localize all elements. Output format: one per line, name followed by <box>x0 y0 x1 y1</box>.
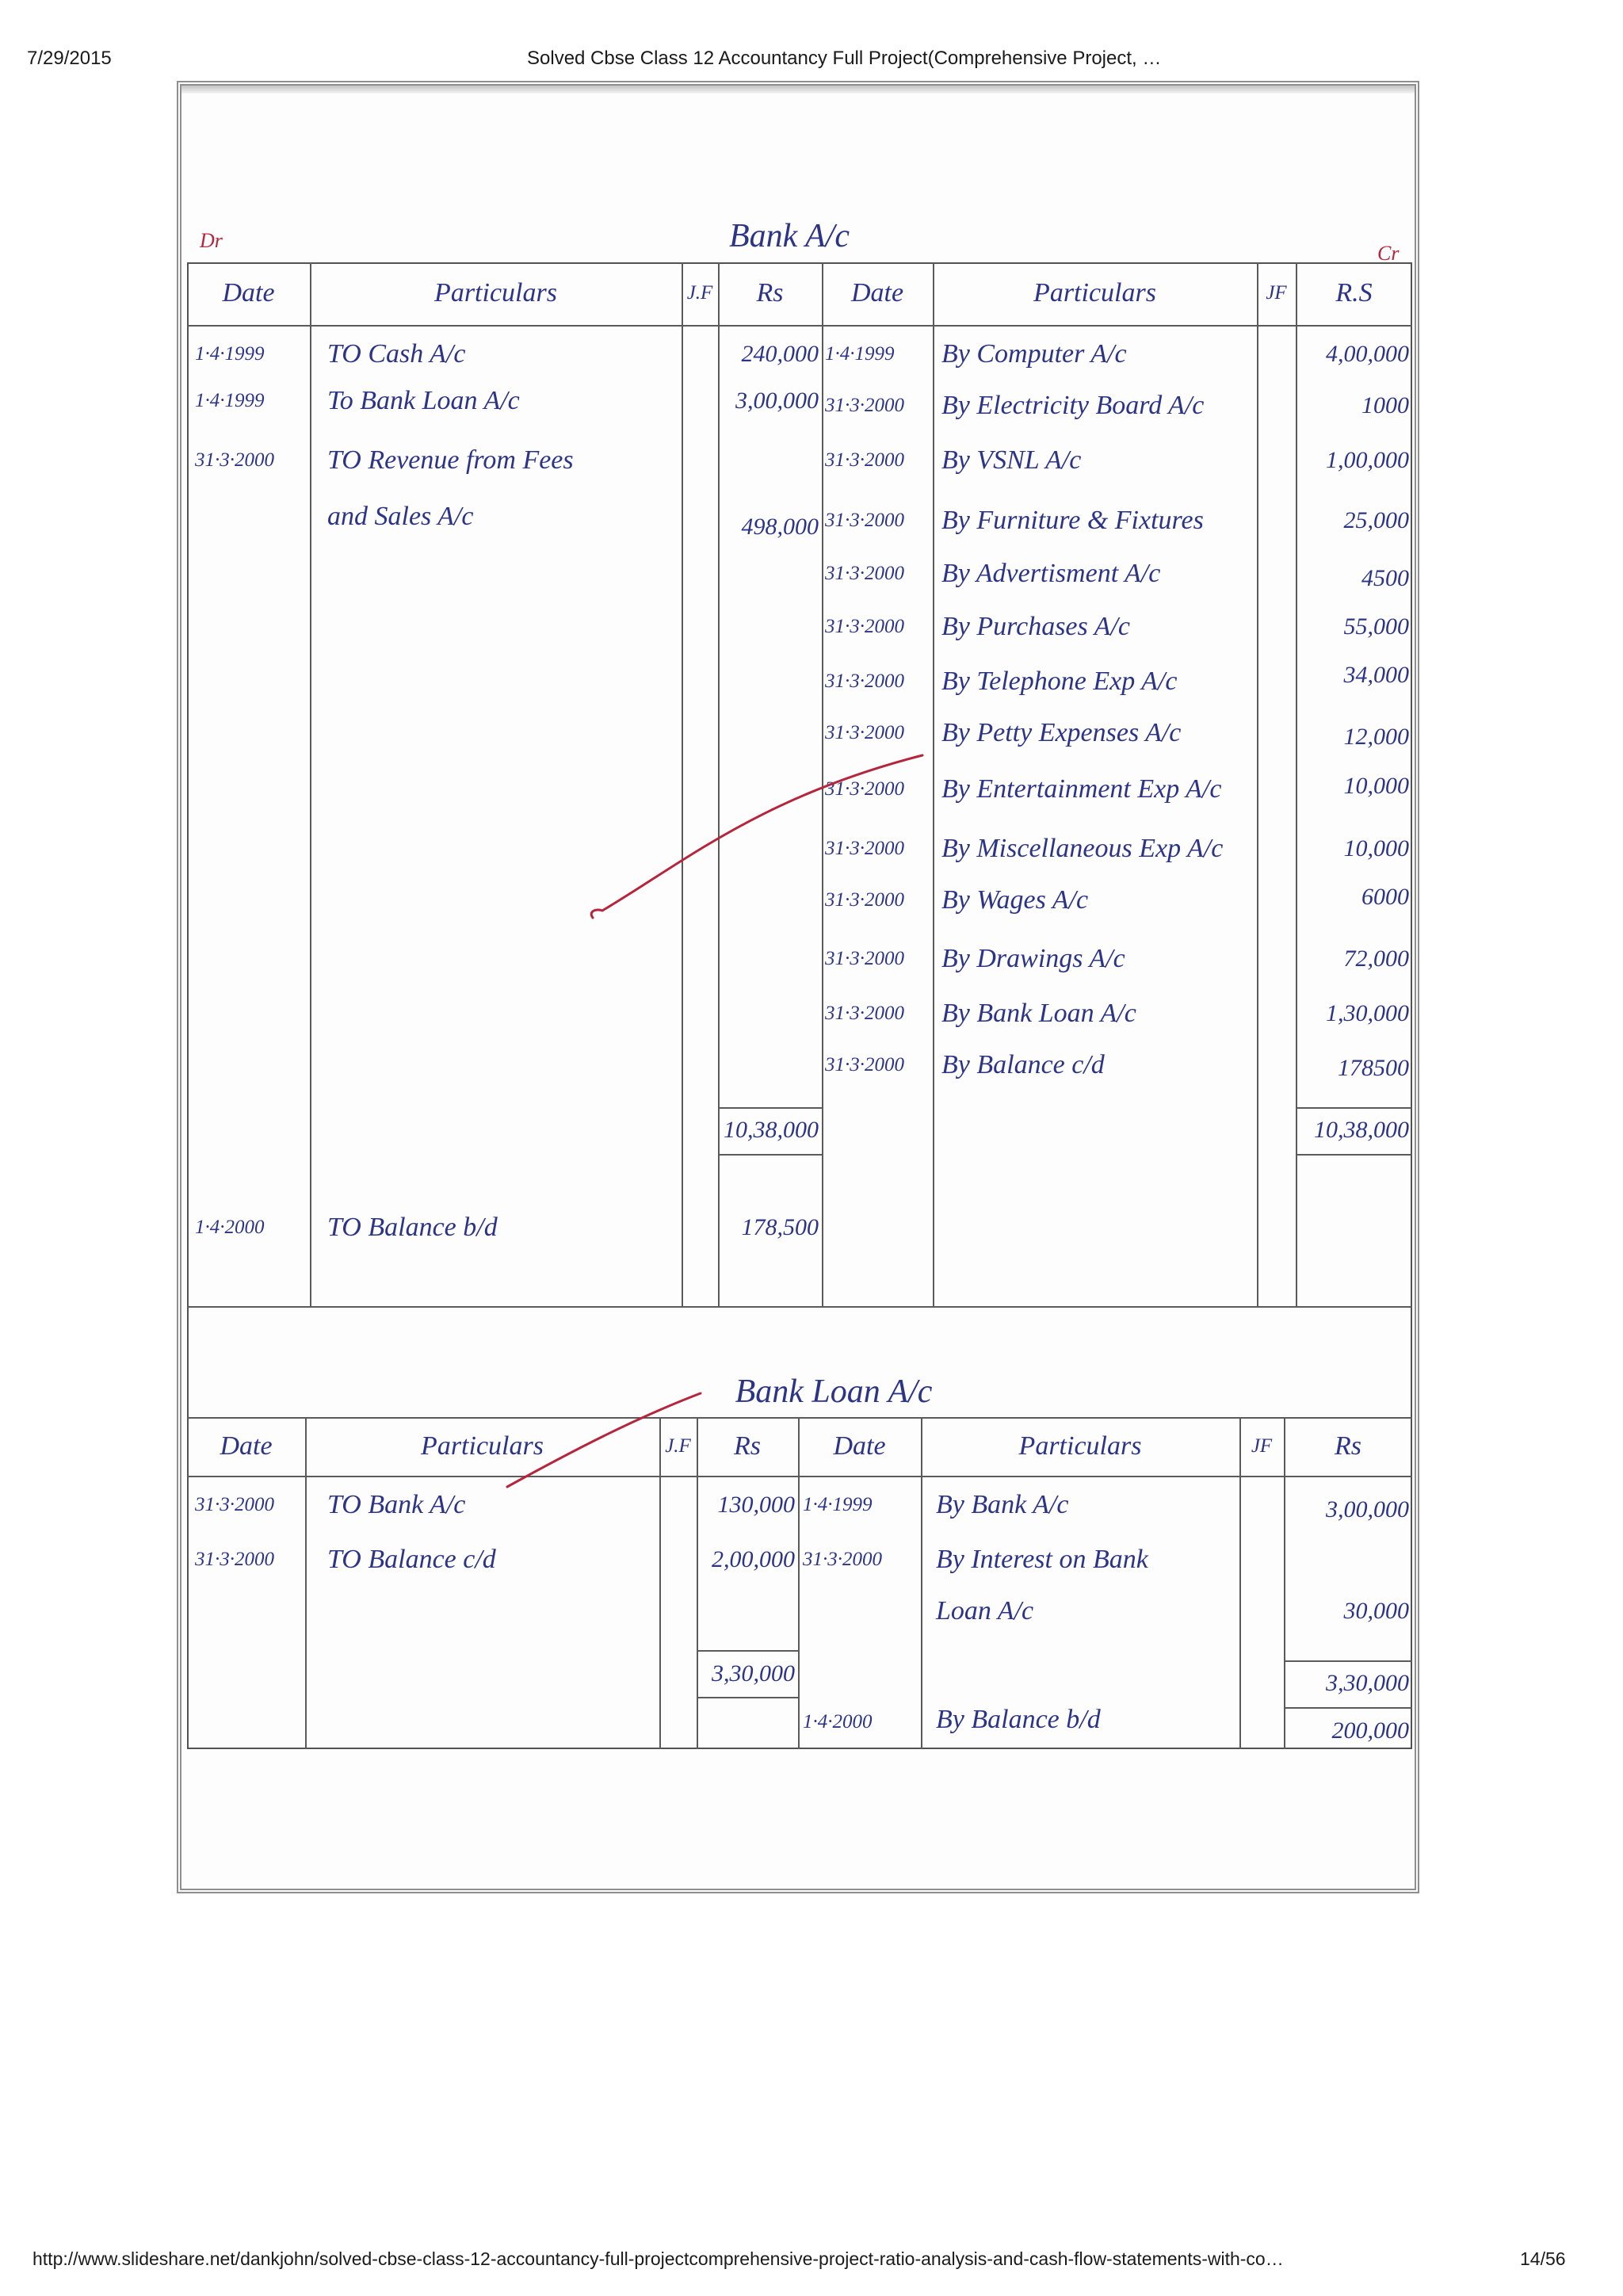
header-particulars: Particulars <box>1033 278 1156 308</box>
debit-entry-particulars: TO Revenue from Fees <box>327 445 574 475</box>
column-rule <box>1239 1417 1241 1749</box>
balance-bd-particulars: By Balance b/d <box>936 1705 1101 1734</box>
credit-entry-date: 31·3·2000 <box>825 948 904 969</box>
total-box-rule <box>718 1154 822 1156</box>
header-date: Date <box>833 1431 886 1461</box>
balance-bd-date: 1·4·2000 <box>803 1711 873 1733</box>
column-rule <box>305 1417 307 1749</box>
debit-entry-date: 31·3·2000 <box>195 1549 274 1570</box>
column-rule <box>682 262 683 1306</box>
bank-loan-account-title: Bank Loan A/c <box>735 1373 933 1410</box>
debit-entry-particulars: TO Balance c/d <box>327 1545 496 1574</box>
credit-entry-particulars: By Miscellaneous Exp A/c <box>941 834 1224 863</box>
credit-entry-particulars: By Computer A/c <box>941 339 1127 369</box>
balance-bd-particulars: TO Balance b/d <box>327 1213 498 1242</box>
document-title: Solved Cbse Class 12 Accountancy Full Project(Comprehensive Project, … <box>527 48 1162 69</box>
bank-account-title: Bank A/c <box>728 218 850 254</box>
header-amount: Rs <box>756 278 784 308</box>
header-particulars: Particulars <box>434 278 557 308</box>
total-box-rule <box>718 1107 822 1109</box>
credit-entry-date: 31·3·2000 <box>825 722 904 743</box>
debit-entry-amount: 240,000 <box>741 341 819 367</box>
header-date: Date <box>222 278 275 308</box>
column-rule <box>822 262 823 1306</box>
credit-entry-amount: 30,000 <box>1343 1598 1409 1624</box>
header-amount: R.S <box>1335 278 1373 308</box>
credit-entry-amount: 10,000 <box>1343 773 1409 799</box>
debit-side-label: Dr <box>200 229 223 252</box>
column-rule <box>697 1417 698 1749</box>
debit-total: 10,38,000 <box>724 1117 819 1143</box>
credit-entry-particulars: By Bank Loan A/c <box>941 999 1136 1028</box>
header-date: Date <box>220 1431 273 1461</box>
debit-entry-date: 1·4·1999 <box>195 343 265 365</box>
section-separator-rule <box>187 1306 1412 1308</box>
bank-loan-header-top-rule <box>187 1417 1412 1419</box>
bank-loan-header-rule <box>187 1476 1412 1477</box>
header-jf: JF <box>1266 282 1287 304</box>
credit-entry-date: 31·3·2000 <box>825 778 904 800</box>
credit-entry-particulars-continued: Loan A/c <box>936 1596 1034 1626</box>
page-number: 14/56 <box>1520 2248 1566 2269</box>
credit-entry-date: 1·4·1999 <box>825 343 895 365</box>
ledger-ruling-frame <box>187 262 1412 1749</box>
credit-entry-amount: 25,000 <box>1343 507 1409 533</box>
credit-entry-date: 31·3·2000 <box>825 1003 904 1024</box>
column-rule <box>933 262 934 1306</box>
credit-entry-particulars: By Electricity Board A/c <box>941 391 1205 420</box>
total-box-rule <box>1284 1660 1412 1662</box>
credit-entry-particulars: By Drawings A/c <box>941 944 1125 973</box>
header-jf: J.F <box>686 282 713 304</box>
credit-entry-particulars: By Entertainment Exp A/c <box>941 774 1222 804</box>
credit-entry-amount: 178500 <box>1338 1055 1409 1081</box>
credit-entry-amount: 1000 <box>1361 392 1409 418</box>
debit-entry-date: 31·3·2000 <box>195 449 274 471</box>
debit-entry-date: 31·3·2000 <box>195 1494 274 1515</box>
credit-entry-date: 31·3·2000 <box>803 1549 882 1570</box>
total-box-rule <box>1296 1154 1412 1156</box>
credit-entry-amount: 1,30,000 <box>1326 1000 1409 1026</box>
column-rule <box>1284 1417 1285 1749</box>
bank-ac-header-rule <box>187 325 1412 327</box>
column-rule <box>1296 262 1297 1306</box>
debit-entry-particulars: TO Bank A/c <box>327 1490 466 1519</box>
credit-entry-particulars: By Purchases A/c <box>941 612 1130 641</box>
credit-entry-date: 31·3·2000 <box>825 449 904 471</box>
credit-entry-date: 31·3·2000 <box>825 563 904 584</box>
credit-entry-date: 31·3·2000 <box>825 616 904 637</box>
credit-entry-amount: 12,000 <box>1343 724 1409 750</box>
credit-entry-date: 31·3·2000 <box>825 670 904 692</box>
column-rule <box>310 262 311 1306</box>
credit-side-label: Cr <box>1377 242 1400 265</box>
credit-entry-amount: 6000 <box>1361 884 1409 910</box>
debit-entry-date: 1·4·1999 <box>195 390 265 411</box>
column-rule <box>1257 262 1258 1306</box>
total-box-rule <box>697 1650 798 1652</box>
credit-entry-amount: 4500 <box>1361 565 1409 591</box>
header-jf: J.F <box>665 1435 691 1457</box>
scan-edge-shadow <box>181 86 1415 94</box>
debit-entry-amount: 3,00,000 <box>735 388 819 414</box>
credit-entry-date: 31·3·2000 <box>825 395 904 416</box>
debit-entry-particulars: To Bank Loan A/c <box>327 386 520 415</box>
source-url: http://www.slideshare.net/dankjohn/solved-cbse-class-12-accountancy-full-projectcomprehensive-project-ratio-analysis-and-cash-flow-statements-with-co… <box>32 2248 1284 2269</box>
balance-bd-amount: 178,500 <box>741 1214 819 1240</box>
column-rule <box>921 1417 922 1749</box>
credit-entry-date: 31·3·2000 <box>825 510 904 531</box>
header-amount: Rs <box>734 1431 761 1461</box>
debit-entry-amount: 2,00,000 <box>712 1546 795 1572</box>
credit-entry-particulars: By Interest on Bank <box>936 1545 1148 1574</box>
credit-entry-date: 1·4·1999 <box>803 1494 873 1515</box>
column-rule <box>659 1417 661 1749</box>
balance-bd-amount: 200,000 <box>1331 1717 1409 1744</box>
credit-entry-amount: 34,000 <box>1343 662 1409 688</box>
total-box-rule <box>1284 1707 1412 1709</box>
credit-entry-particulars: By Advertisment A/c <box>941 559 1161 588</box>
print-date: 7/29/2015 <box>27 48 112 69</box>
credit-entry-date: 31·3·2000 <box>825 889 904 911</box>
credit-entry-particulars: By Wages A/c <box>941 885 1089 915</box>
debit-entry-particulars: TO Cash A/c <box>327 339 466 369</box>
credit-entry-amount: 1,00,000 <box>1326 447 1409 473</box>
total-box-rule <box>1296 1107 1412 1109</box>
column-rule <box>718 262 720 1306</box>
credit-entry-particulars: By Balance c/d <box>941 1050 1105 1079</box>
credit-entry-particulars: By Telephone Exp A/c <box>941 667 1178 696</box>
credit-entry-date: 31·3·2000 <box>825 1054 904 1075</box>
credit-entry-particulars: By VSNL A/c <box>941 445 1082 475</box>
total-box-rule <box>697 1697 798 1698</box>
credit-entry-amount: 72,000 <box>1343 946 1409 972</box>
balance-bd-date: 1·4·2000 <box>195 1217 265 1238</box>
credit-total: 10,38,000 <box>1314 1117 1409 1143</box>
column-rule <box>798 1417 800 1749</box>
header-jf: JF <box>1251 1435 1273 1457</box>
credit-entry-amount: 4,00,000 <box>1326 341 1409 367</box>
credit-entry-particulars: By Bank A/c <box>936 1490 1069 1519</box>
header-amount: Rs <box>1335 1431 1361 1461</box>
debit-entry-amount: 498,000 <box>741 514 819 540</box>
credit-entry-particulars: By Furniture & Fixtures <box>941 506 1204 535</box>
credit-entry-amount: 3,00,000 <box>1326 1496 1409 1522</box>
header-particulars: Particulars <box>1018 1431 1142 1461</box>
credit-entry-amount: 55,000 <box>1343 613 1409 640</box>
credit-entry-date: 31·3·2000 <box>825 838 904 859</box>
credit-entry-amount: 10,000 <box>1343 835 1409 861</box>
debit-entry-particulars-continued: and Sales A/c <box>327 502 474 531</box>
credit-entry-particulars: By Petty Expenses A/c <box>941 718 1182 747</box>
header-particulars: Particulars <box>421 1431 544 1461</box>
credit-total: 3,30,000 <box>1326 1670 1409 1696</box>
header-date: Date <box>850 278 904 308</box>
debit-total: 3,30,000 <box>712 1660 795 1687</box>
debit-entry-amount: 130,000 <box>717 1492 795 1518</box>
